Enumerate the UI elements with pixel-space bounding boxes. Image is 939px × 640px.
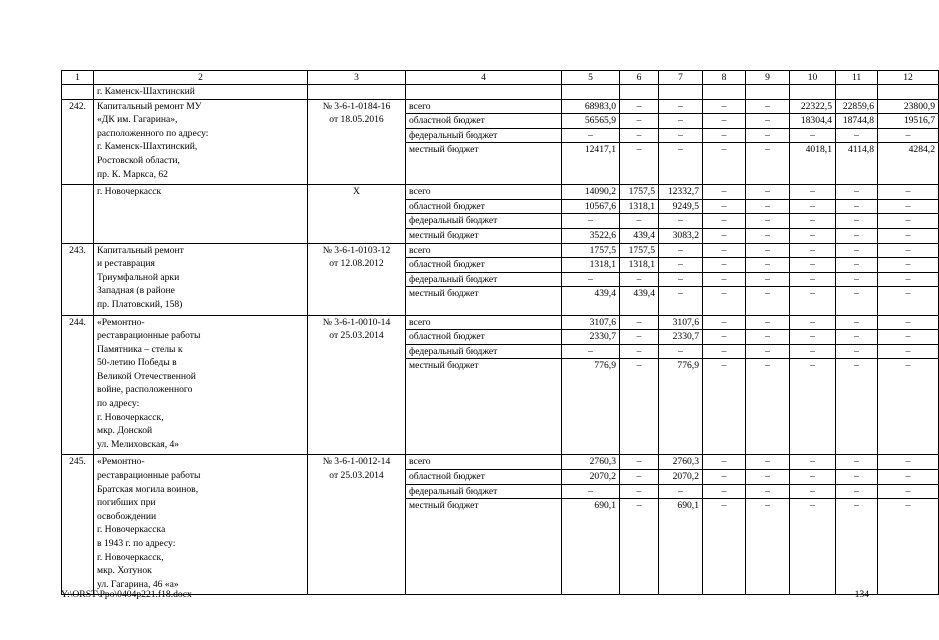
empty-cell xyxy=(406,85,562,100)
value-cell: – xyxy=(562,484,620,499)
budget-type-cell: областной бюджет xyxy=(406,258,562,273)
value-cell: – xyxy=(790,344,836,359)
budget-type-cell: местный бюджет xyxy=(406,287,562,315)
value-cell: – xyxy=(620,330,659,345)
value-cell: – xyxy=(878,258,939,273)
value-cell: – xyxy=(703,228,746,243)
object-name-cell xyxy=(94,315,308,455)
value-cell: – xyxy=(620,455,659,470)
budget-type-cell: областной бюджет xyxy=(406,330,562,345)
value-cell: 3107,6 xyxy=(659,315,703,330)
document-line: № 3-6-1-0012-14 xyxy=(322,456,391,468)
object-name-line: Западная (в районе xyxy=(97,285,175,297)
value-cell: – xyxy=(703,330,746,345)
value-cell: 23800,9 xyxy=(878,99,939,114)
budget-table xyxy=(61,70,939,595)
value-cell: – xyxy=(836,499,878,595)
number-cell xyxy=(62,85,94,100)
empty-cell xyxy=(562,85,620,100)
object-name-line: и реставрация xyxy=(97,258,155,270)
number-cell: 245. xyxy=(62,455,94,595)
value-cell: – xyxy=(746,344,790,359)
column-number: 2 xyxy=(94,71,308,85)
value-cell: – xyxy=(836,272,878,287)
value-cell: – xyxy=(878,470,939,485)
budget-type-cell: всего xyxy=(406,243,562,258)
value-cell: – xyxy=(659,258,703,273)
value-cell: 690,1 xyxy=(562,499,620,595)
value-cell: – xyxy=(746,359,790,455)
value-cell: 18304,4 xyxy=(790,114,836,129)
budget-type-cell: местный бюджет xyxy=(406,143,562,185)
value-cell: – xyxy=(703,272,746,287)
value-cell: 1757,5 xyxy=(620,243,659,258)
object-name-line: Капитальный ремонт МУ xyxy=(97,100,202,112)
value-cell: 2330,7 xyxy=(562,330,620,345)
value-cell: – xyxy=(620,114,659,129)
value-cell: – xyxy=(703,455,746,470)
budget-type-cell: местный бюджет xyxy=(406,499,562,595)
document-cell xyxy=(308,455,406,595)
value-cell: 3107,6 xyxy=(562,315,620,330)
document-line: № 3-6-1-0103-12 xyxy=(322,244,391,256)
value-cell: – xyxy=(790,455,836,470)
value-cell: – xyxy=(746,455,790,470)
value-cell: – xyxy=(620,315,659,330)
budget-type-cell: местный бюджет xyxy=(406,228,562,243)
value-cell: – xyxy=(620,344,659,359)
object-name-line: «ДК им. Гагарина», xyxy=(97,114,178,126)
value-cell: – xyxy=(746,272,790,287)
value-cell: – xyxy=(620,128,659,143)
value-cell: – xyxy=(746,199,790,214)
column-number: 7 xyxy=(659,71,703,85)
document-line: Х xyxy=(353,186,360,198)
value-cell: – xyxy=(703,258,746,273)
value-cell: 1318,1 xyxy=(562,258,620,273)
column-number: 11 xyxy=(836,71,878,85)
value-cell: – xyxy=(790,185,836,200)
object-name-cell xyxy=(94,455,308,595)
value-cell: – xyxy=(836,214,878,229)
value-cell: 2760,3 xyxy=(659,455,703,470)
table-row xyxy=(62,243,939,258)
value-cell: – xyxy=(746,330,790,345)
value-cell: – xyxy=(746,99,790,114)
value-cell: – xyxy=(836,359,878,455)
object-name-line: пр. Платовский, 158) xyxy=(97,298,183,310)
value-cell: – xyxy=(790,258,836,273)
table-row xyxy=(62,99,939,114)
empty-cell xyxy=(878,85,939,100)
budget-type-cell: федеральный бюджет xyxy=(406,272,562,287)
value-cell: 4114,8 xyxy=(836,143,878,185)
value-cell: – xyxy=(703,128,746,143)
object-name-line: войне, расположенного xyxy=(97,384,193,396)
value-cell: – xyxy=(836,243,878,258)
value-cell: – xyxy=(746,470,790,485)
value-cell: – xyxy=(659,128,703,143)
object-name-line: «Ремонтно- xyxy=(97,456,145,468)
page-number: 134 xyxy=(854,589,869,600)
number-cell: 242. xyxy=(62,99,94,185)
value-cell: – xyxy=(746,114,790,129)
table-row xyxy=(62,185,939,200)
value-cell: – xyxy=(703,484,746,499)
value-cell: 3522,6 xyxy=(562,228,620,243)
value-cell: – xyxy=(703,214,746,229)
column-number: 9 xyxy=(746,71,790,85)
column-number: 10 xyxy=(790,71,836,85)
empty-cell xyxy=(836,85,878,100)
value-cell: – xyxy=(878,359,939,455)
empty-cell xyxy=(620,85,659,100)
value-cell: – xyxy=(836,128,878,143)
object-name-line: в 1943 г. по адресу: xyxy=(97,538,176,550)
budget-type-cell: областной бюджет xyxy=(406,470,562,485)
value-cell: 2070,2 xyxy=(562,470,620,485)
value-cell: 12332,7 xyxy=(659,185,703,200)
object-name-line: г. Новочеркасск, xyxy=(97,551,164,563)
value-cell: – xyxy=(703,199,746,214)
object-name-line: 50-летию Победы в xyxy=(97,357,177,369)
value-cell: – xyxy=(790,243,836,258)
value-cell: 439,4 xyxy=(620,228,659,243)
value-cell: – xyxy=(703,99,746,114)
value-cell: – xyxy=(620,214,659,229)
value-cell: 22322,5 xyxy=(790,99,836,114)
value-cell: – xyxy=(746,243,790,258)
value-cell: – xyxy=(746,499,790,595)
object-name-line: расположенного по адресу: xyxy=(97,127,209,139)
value-cell: 18744,8 xyxy=(836,114,878,129)
table-row xyxy=(62,455,939,470)
value-cell: – xyxy=(878,243,939,258)
value-cell: – xyxy=(703,114,746,129)
budget-type-cell: всего xyxy=(406,455,562,470)
value-cell: 439,4 xyxy=(562,287,620,315)
value-cell: 1757,5 xyxy=(620,185,659,200)
object-name-line: ул. Мелиховская, 4» xyxy=(97,438,180,450)
value-cell: – xyxy=(836,287,878,315)
value-cell: – xyxy=(703,287,746,315)
number-cell: 243. xyxy=(62,243,94,315)
value-cell: – xyxy=(836,315,878,330)
budget-type-cell: всего xyxy=(406,185,562,200)
object-name-line: г. Каменск-Шахтинский, xyxy=(97,141,198,153)
value-cell: – xyxy=(703,185,746,200)
budget-type-cell: всего xyxy=(406,99,562,114)
value-cell: – xyxy=(620,499,659,595)
document-line: № 3-6-1-0184-16 xyxy=(322,100,391,112)
column-number: 8 xyxy=(703,71,746,85)
value-cell: – xyxy=(620,470,659,485)
value-cell: 2070,2 xyxy=(659,470,703,485)
object-name-line: Памятника – стелы к xyxy=(97,343,183,355)
value-cell: – xyxy=(659,287,703,315)
value-cell: – xyxy=(703,359,746,455)
object-name-cell xyxy=(94,99,308,185)
budget-type-cell: областной бюджет xyxy=(406,199,562,214)
value-cell: – xyxy=(703,470,746,485)
value-cell: – xyxy=(790,315,836,330)
value-cell: – xyxy=(562,214,620,229)
column-number: 5 xyxy=(562,71,620,85)
value-cell: 14090,2 xyxy=(562,185,620,200)
document-line: от 25.03.2014 xyxy=(329,330,384,342)
document-line: от 25.03.2014 xyxy=(329,470,384,482)
value-cell: – xyxy=(878,455,939,470)
value-cell: – xyxy=(836,484,878,499)
value-cell: 4284,2 xyxy=(878,143,939,185)
value-cell: – xyxy=(790,228,836,243)
value-cell: – xyxy=(620,143,659,185)
object-name-line: Великой Отечественной xyxy=(97,370,196,382)
value-cell: – xyxy=(562,128,620,143)
empty-cell xyxy=(703,85,746,100)
value-cell: 22859,6 xyxy=(836,99,878,114)
value-cell: – xyxy=(878,128,939,143)
value-cell: – xyxy=(659,99,703,114)
value-cell: – xyxy=(746,128,790,143)
object-name-line: реставрационные работы xyxy=(97,470,201,482)
object-name-line: «Ремонтно- xyxy=(97,316,145,328)
object-name-line: Ростовской области, xyxy=(97,154,180,166)
number-cell xyxy=(62,185,94,243)
value-cell: – xyxy=(620,99,659,114)
document-line: № 3-6-1-0010-14 xyxy=(322,316,391,328)
value-cell: – xyxy=(836,455,878,470)
value-cell: – xyxy=(836,470,878,485)
value-cell: – xyxy=(620,272,659,287)
value-cell: – xyxy=(790,128,836,143)
document-line: от 12.08.2012 xyxy=(329,258,384,270)
object-name-line: по адресу: xyxy=(97,398,140,410)
empty-cell xyxy=(790,85,836,100)
budget-type-cell: всего xyxy=(406,315,562,330)
value-cell: – xyxy=(790,330,836,345)
object-name-line: реставрационные работы xyxy=(97,330,201,342)
value-cell: – xyxy=(790,359,836,455)
value-cell: 12417,1 xyxy=(562,143,620,185)
budget-type-cell: областной бюджет xyxy=(406,114,562,129)
budget-type-cell: федеральный бюджет xyxy=(406,128,562,143)
value-cell: – xyxy=(703,499,746,595)
budget-type-cell: местный бюджет xyxy=(406,359,562,455)
document-cell xyxy=(308,99,406,185)
value-cell: – xyxy=(746,143,790,185)
budget-type-cell: федеральный бюджет xyxy=(406,484,562,499)
object-name-line: Капитальный ремонт xyxy=(97,244,184,256)
column-number-row xyxy=(62,71,939,85)
value-cell: 56565,9 xyxy=(562,114,620,129)
value-cell: – xyxy=(790,499,836,595)
number-cell: 244. xyxy=(62,315,94,455)
object-name-line: г. Новочеркасск xyxy=(97,186,162,198)
value-cell: – xyxy=(790,287,836,315)
value-cell: – xyxy=(790,214,836,229)
value-cell: 1318,1 xyxy=(620,199,659,214)
object-name-line: Триумфальной арки xyxy=(97,271,180,283)
value-cell: – xyxy=(878,330,939,345)
value-cell: – xyxy=(836,199,878,214)
value-cell: – xyxy=(659,214,703,229)
value-cell: – xyxy=(878,214,939,229)
continuation-row xyxy=(62,85,939,100)
value-cell: – xyxy=(703,315,746,330)
value-cell: 9249,5 xyxy=(659,199,703,214)
file-path: Y:\ORST\Ppo\0404p221.f18.docx xyxy=(61,589,192,600)
value-cell: – xyxy=(746,484,790,499)
value-cell: – xyxy=(836,185,878,200)
value-cell: – xyxy=(878,199,939,214)
column-number: 1 xyxy=(62,71,94,85)
value-cell: 19516,7 xyxy=(878,114,939,129)
value-cell: – xyxy=(790,199,836,214)
value-cell: – xyxy=(620,484,659,499)
value-cell: 4018,1 xyxy=(790,143,836,185)
value-cell: – xyxy=(703,243,746,258)
value-cell: – xyxy=(790,272,836,287)
value-cell: 68983,0 xyxy=(562,99,620,114)
column-number: 3 xyxy=(308,71,406,85)
column-number: 4 xyxy=(406,71,562,85)
value-cell: – xyxy=(836,258,878,273)
value-cell: 2760,3 xyxy=(562,455,620,470)
value-cell: – xyxy=(659,143,703,185)
value-cell: – xyxy=(790,484,836,499)
value-cell: – xyxy=(659,114,703,129)
value-cell: – xyxy=(659,344,703,359)
value-cell: – xyxy=(878,272,939,287)
object-name-line: г. Новочеркасск, xyxy=(97,411,164,423)
value-cell: – xyxy=(703,143,746,185)
value-cell: – xyxy=(878,228,939,243)
value-cell: – xyxy=(878,499,939,595)
document-cell xyxy=(308,315,406,455)
object-name-line: г. Новочеркасска xyxy=(97,524,166,536)
object-name-line: погибших при xyxy=(97,497,156,509)
object-name-line: пр. К. Маркса, 62 xyxy=(97,168,168,180)
empty-cell xyxy=(746,85,790,100)
value-cell: – xyxy=(836,344,878,359)
value-cell: – xyxy=(746,258,790,273)
value-cell: – xyxy=(703,344,746,359)
value-cell: 1757,5 xyxy=(562,243,620,258)
value-cell: – xyxy=(878,344,939,359)
value-cell: – xyxy=(659,272,703,287)
budget-type-cell: федеральный бюджет xyxy=(406,344,562,359)
object-name-line: Братская могила воинов, xyxy=(97,483,199,495)
value-cell: 3083,2 xyxy=(659,228,703,243)
value-cell: – xyxy=(878,315,939,330)
value-cell: – xyxy=(836,330,878,345)
object-name-line: мкр. Хотунок xyxy=(97,565,152,577)
value-cell: 2330,7 xyxy=(659,330,703,345)
value-cell: – xyxy=(878,484,939,499)
value-cell: – xyxy=(746,228,790,243)
object-name-cell xyxy=(94,185,308,243)
object-name-cell xyxy=(94,243,308,315)
value-cell: – xyxy=(620,359,659,455)
value-cell: – xyxy=(878,185,939,200)
value-cell: – xyxy=(562,272,620,287)
value-cell: – xyxy=(746,214,790,229)
object-name-cell: г. Каменск-Шахтинский xyxy=(94,85,308,100)
value-cell: 10567,6 xyxy=(562,199,620,214)
value-cell: – xyxy=(746,287,790,315)
value-cell: – xyxy=(836,228,878,243)
value-cell: – xyxy=(878,287,939,315)
budget-type-cell: федеральный бюджет xyxy=(406,214,562,229)
object-name-line: освобождении xyxy=(97,510,157,522)
document-cell xyxy=(308,243,406,315)
table-row xyxy=(62,315,939,330)
value-cell: – xyxy=(746,315,790,330)
value-cell: 690,1 xyxy=(659,499,703,595)
value-cell: 776,9 xyxy=(659,359,703,455)
column-number: 12 xyxy=(878,71,939,85)
empty-cell xyxy=(308,85,406,100)
object-name-line: мкр. Донской xyxy=(97,425,153,437)
empty-cell xyxy=(659,85,703,100)
value-cell: 776,9 xyxy=(562,359,620,455)
value-cell: – xyxy=(562,344,620,359)
value-cell: – xyxy=(659,484,703,499)
value-cell: – xyxy=(790,470,836,485)
value-cell: – xyxy=(659,243,703,258)
document-line: от 18.05.2016 xyxy=(329,114,384,126)
value-cell: 1318,1 xyxy=(620,258,659,273)
value-cell: – xyxy=(746,185,790,200)
value-cell: 439,4 xyxy=(620,287,659,315)
object-name-line: ул. Гагарина, 46 «а» xyxy=(97,578,179,590)
document-cell xyxy=(308,185,406,243)
column-number: 6 xyxy=(620,71,659,85)
